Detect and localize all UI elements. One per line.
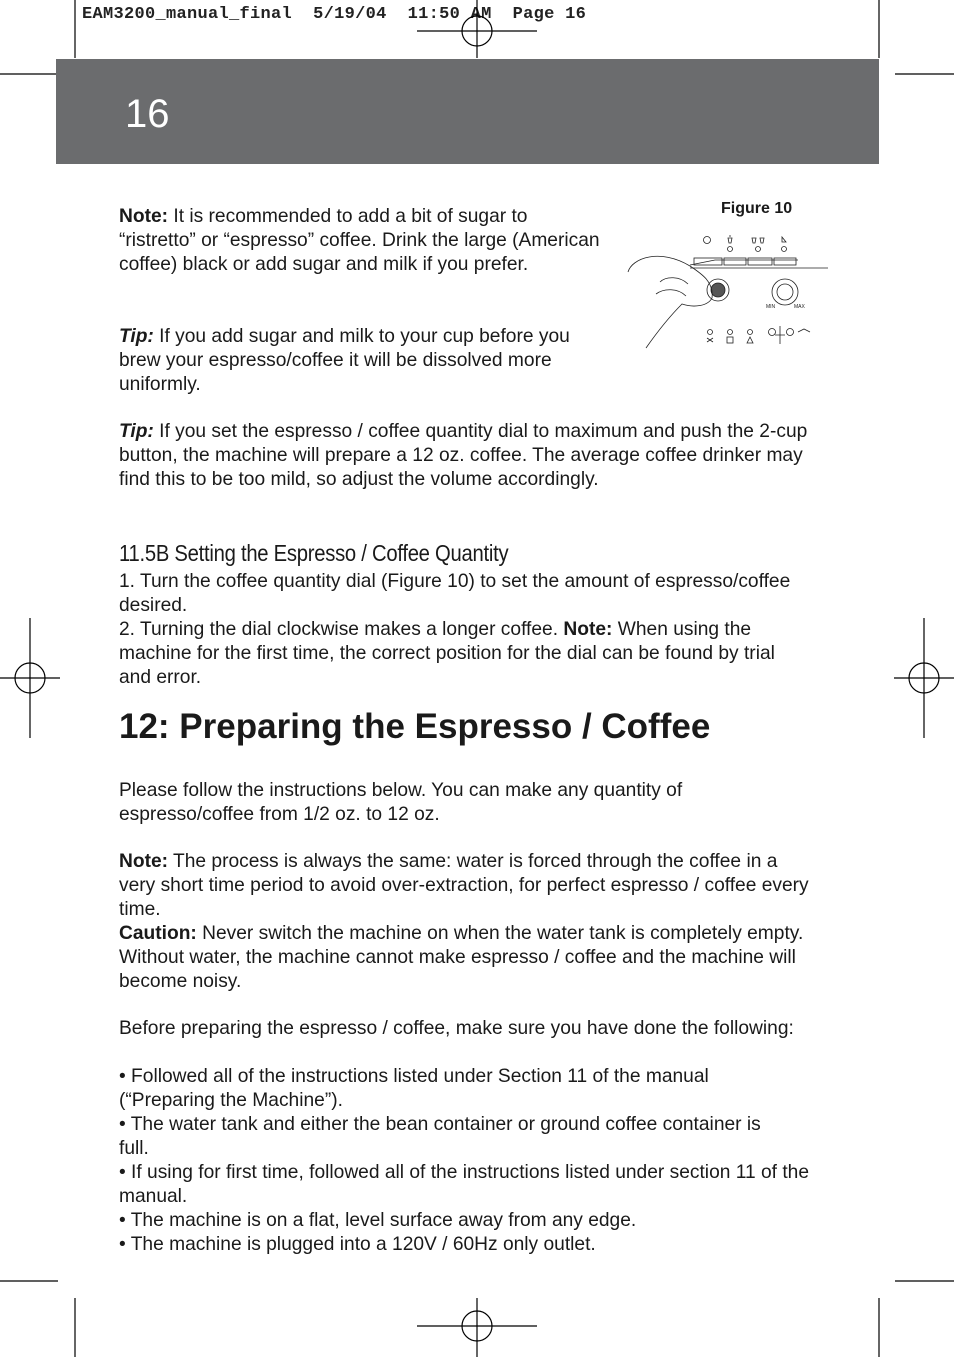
button-slot-4 [774, 258, 796, 265]
registration-mark-bottom [417, 1298, 537, 1357]
section-12-intro: Please follow the instructions below. You can make any quantity of espresso/coffee from 1/2 oz. to 12 oz. [119, 780, 683, 825]
indicator-light-2 [728, 330, 733, 335]
key-icon [798, 329, 810, 332]
intro-note [119, 205, 604, 277]
note-text: The process is always the same: water is forced through the coffee in a very short time period to avoid over-extraction, for perfect espresso / coffee every time. [119, 851, 809, 920]
section-11-5b-title: 11.5B Setting the Espresso / Coffee Quantity [119, 540, 509, 566]
strength-dial-knob [777, 284, 793, 300]
panel-button-strip [690, 260, 798, 265]
dial-max-label: MAX [794, 304, 805, 310]
button-slot-2 [724, 258, 746, 265]
indicator-light-5 [787, 329, 794, 336]
tip-sugar-milk [119, 325, 604, 397]
section-12-note [119, 850, 809, 922]
steam-light [782, 247, 787, 252]
tip-text: If you set the espresso / coffee quantity dial to maximum and push the 2-cup button, the machine will prepare a 12 oz. coffee. The average coffee drinker may find this to be too mild, so adjust the volume accordingly. [119, 421, 808, 490]
quantity-dial-knob [711, 283, 725, 297]
steam-icon [782, 237, 786, 242]
hand-outline [628, 256, 712, 348]
slug-page: Page 16 [512, 5, 587, 24]
caution-text: Never switch the machine on when the water tank is completely empty. Without water, the machine cannot make espresso / coffee and the machine will become noisy. [119, 923, 804, 992]
grounds-icon [727, 337, 733, 343]
section-12-before: Before preparing the espresso / coffee, make sure you have done the following: [119, 1018, 794, 1039]
step2-text: 2. Turning the dial clockwise makes a longer coffee. [119, 619, 564, 640]
registration-mark-right [894, 618, 954, 738]
power-icon [704, 237, 711, 244]
two-cup-icon [752, 238, 764, 243]
page-number: 16 [125, 92, 170, 136]
tip-quantity-dial [119, 420, 819, 492]
indicator-light-1 [708, 330, 713, 335]
list-item: • Followed all of the instructions listed under Section 11 of the manual (“Preparing the Machine”). [119, 1066, 709, 1111]
slug-filename: EAM3200_manual_final [82, 5, 293, 24]
registration-mark-left [0, 618, 60, 738]
note-label: Note: [119, 851, 169, 872]
finger-outline [660, 278, 688, 284]
step2-note-label: Note: [563, 619, 613, 640]
registration-mark-top [417, 0, 537, 58]
header-band [56, 59, 879, 164]
dial-min-label: MIN [766, 304, 776, 310]
indicator-light-4 [769, 329, 776, 336]
tip-label: Tip: [119, 326, 154, 347]
caution-label: Caution: [119, 923, 197, 944]
two-cup-light [756, 247, 761, 252]
thumb-outline [656, 290, 686, 296]
note-label: Note: [119, 206, 169, 227]
one-cup-icon [728, 235, 732, 243]
control-panel-figure [620, 228, 830, 358]
figure-caption: Figure 10 [721, 200, 793, 217]
power-marker-icon [775, 326, 785, 344]
indicator-light-3 [748, 330, 753, 335]
list-item: • The machine is on a flat, level surface away from any edge. [119, 1210, 637, 1231]
section-11-5b-step2 [119, 618, 809, 690]
tip-text: If you add sugar and milk to your cup before you brew your espresso/coffee it will be dissolved more uniformly. [119, 326, 570, 395]
list-item: • The machine is plugged into a 120V / 60Hz only outlet. [119, 1234, 596, 1255]
slug-date: 5/19/04 [313, 5, 387, 24]
one-cup-light [728, 247, 733, 252]
list-item: • The water tank and either the bean container or ground coffee container is full. [119, 1114, 761, 1159]
prerequisite-list [119, 1065, 819, 1257]
list-item: • If using for first time, followed all of the instructions listed under section 11 of the manual. [119, 1162, 809, 1207]
tip-label: Tip: [119, 421, 154, 442]
warning-icon [747, 337, 753, 343]
note-text: It is recommended to add a bit of sugar to “ristretto” or “espresso” coffee. Drink the large (American coffee) black or add sugar and milk if you prefer. [119, 206, 600, 275]
water-icon [707, 338, 713, 342]
step2-note-text: When using the machine for the first time, the correct position for the dial can be found by trial and error. [119, 619, 775, 688]
strength-dial [772, 279, 798, 305]
button-slot-3 [748, 258, 772, 265]
section-12-title: 12: Preparing the Espresso / Coffee [119, 707, 711, 746]
section-11-5b-step1: 1. Turn the coffee quantity dial (Figure 10) to set the amount of espresso/coffee desired. [119, 571, 791, 616]
slug-time: 11:50 AM [407, 5, 492, 24]
section-12-caution [119, 922, 819, 994]
